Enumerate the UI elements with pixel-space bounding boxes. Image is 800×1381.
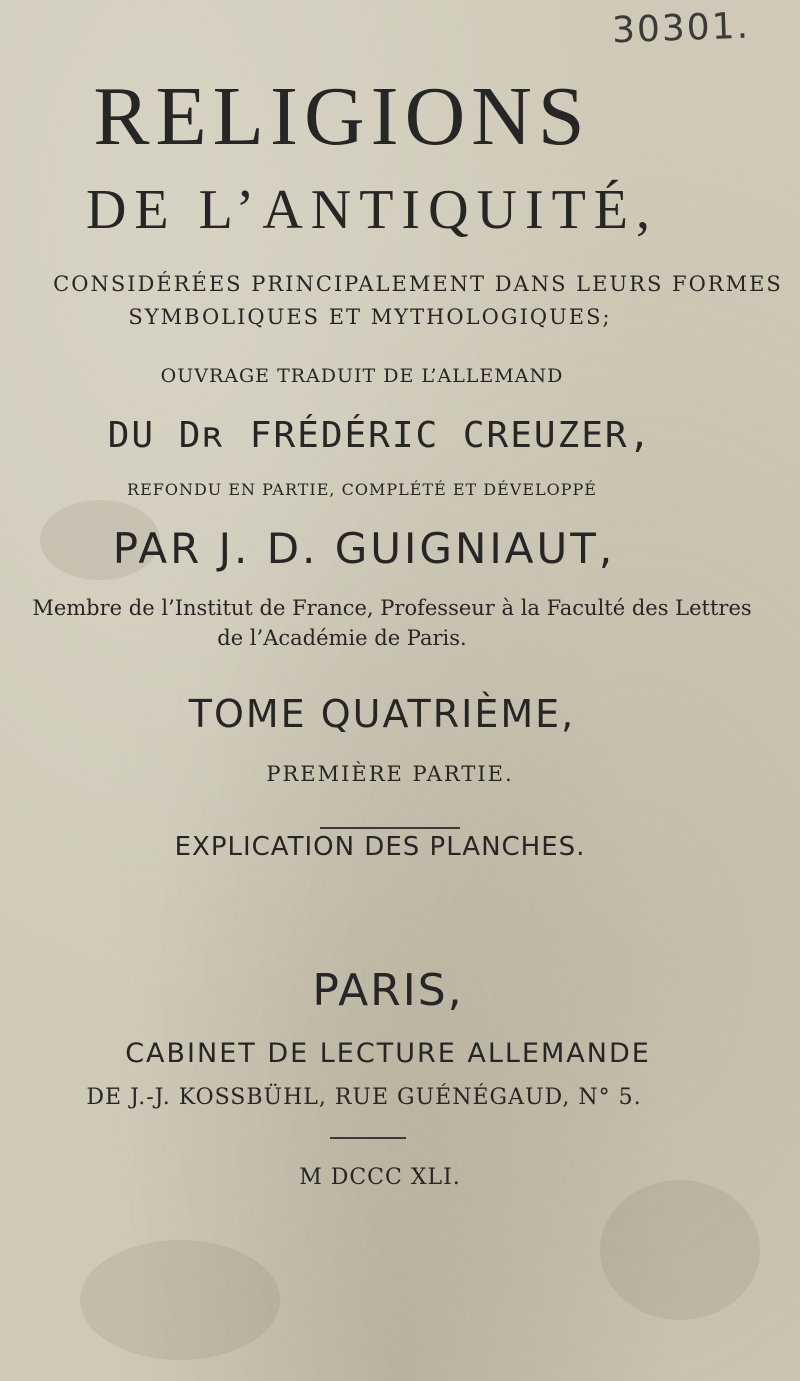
volume-part: PREMIÈRE PARTIE.: [266, 762, 514, 786]
paper-stain: [600, 1180, 760, 1320]
divider-rule: [330, 1137, 406, 1139]
translation-note: OUVRAGE TRADUIT DE L’ALLEMAND: [160, 365, 564, 387]
translator-affiliation-1: Membre de l’Institut de France, Professeur à la Faculté des Lettres: [32, 596, 752, 620]
title-line-1: RELIGIONS: [93, 70, 591, 163]
publication-date: M DCCC XLI.: [299, 1165, 461, 1190]
paper-stain: [80, 1240, 280, 1360]
subtitle-line-1: CONSIDÉRÉES PRINCIPALEMENT DANS LEURS FORMES: [53, 272, 783, 296]
divider-rule: [320, 827, 460, 829]
volume-number: TOME QUATRIÈME,: [188, 692, 576, 736]
translator-affiliation-2: de l’Académie de Paris.: [217, 626, 467, 650]
imprint-city: PARIS,: [312, 965, 464, 1016]
volume-contents: EXPLICATION DES PLANCHES.: [174, 832, 586, 862]
title-line-2: DE L’ANTIQUITÉ,: [85, 179, 659, 241]
subtitle-line-2: SYMBOLIQUES ET MYTHOLOGIQUES;: [128, 305, 612, 329]
handwritten-shelfmark: 30301.: [611, 5, 751, 52]
translator-name: PAR J. D. GUIGNIAUT,: [112, 524, 616, 573]
original-author: DU Dʀ FRÉDÉRIC CREUZER,: [107, 415, 653, 456]
imprint-publisher: CABINET DE LECTURE ALLEMANDE: [125, 1038, 651, 1069]
imprint-address: DE J.-J. KOSSBÜHL, RUE GUÉNÉGAUD, N° 5.: [86, 1085, 642, 1110]
edition-note: REFONDU EN PARTIE, COMPLÉTÉ ET DÉVELOPPÉ: [127, 480, 597, 499]
